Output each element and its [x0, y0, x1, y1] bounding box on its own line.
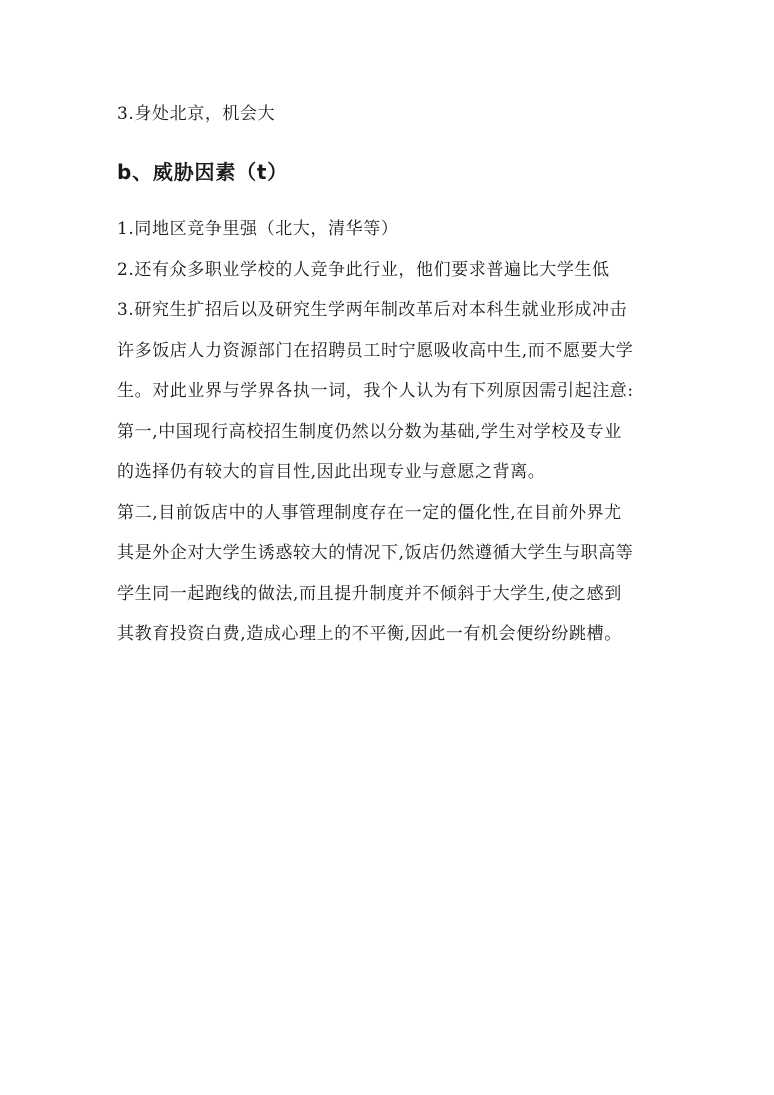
threat-item-3: 3.研究生扩招后以及研究生学两年制改革后对本科生就业形成冲击 — [117, 300, 628, 320]
paragraph-line: 许多饭店人力资源部门在招聘员工时宁愿吸收高中生,而不愿要大学 — [117, 341, 634, 361]
paragraph-line: 第二,目前饭店中的人事管理制度存在一定的僵化性,在目前外界尤 — [117, 503, 622, 523]
threats-heading: b、威胁因素（t） — [117, 160, 289, 184]
paragraph-line: 其是外企对大学生诱惑较大的情况下,饭店仍然遵循大学生与职高等 — [117, 543, 634, 563]
paragraph-line: 的选择仍有较大的盲目性,因此出现专业与意愿之背离。 — [117, 462, 546, 482]
strength-item-3: 3.身处北京，机会大 — [117, 104, 276, 124]
threat-item-1: 1.同地区竞争里强（北大，清华等） — [117, 219, 399, 239]
paragraph-line: 其教育投资白费,造成心理上的不平衡,因此一有机会便纷纷跳槽。 — [117, 624, 622, 644]
paragraph-line: 生。对此业界与学界各执一词，我个人认为有下列原因需引起注意: — [117, 381, 634, 401]
paragraph-line: 学生同一起跑线的做法,而且提升制度并不倾斜于大学生,使之感到 — [117, 584, 622, 604]
threat-item-2: 2.还有众多职业学校的人竞争此行业，他们要求普遍比大学生低 — [117, 260, 610, 280]
paragraph-line: 第一,中国现行高校招生制度仍然以分数为基础,学生对学校及专业 — [117, 422, 622, 442]
